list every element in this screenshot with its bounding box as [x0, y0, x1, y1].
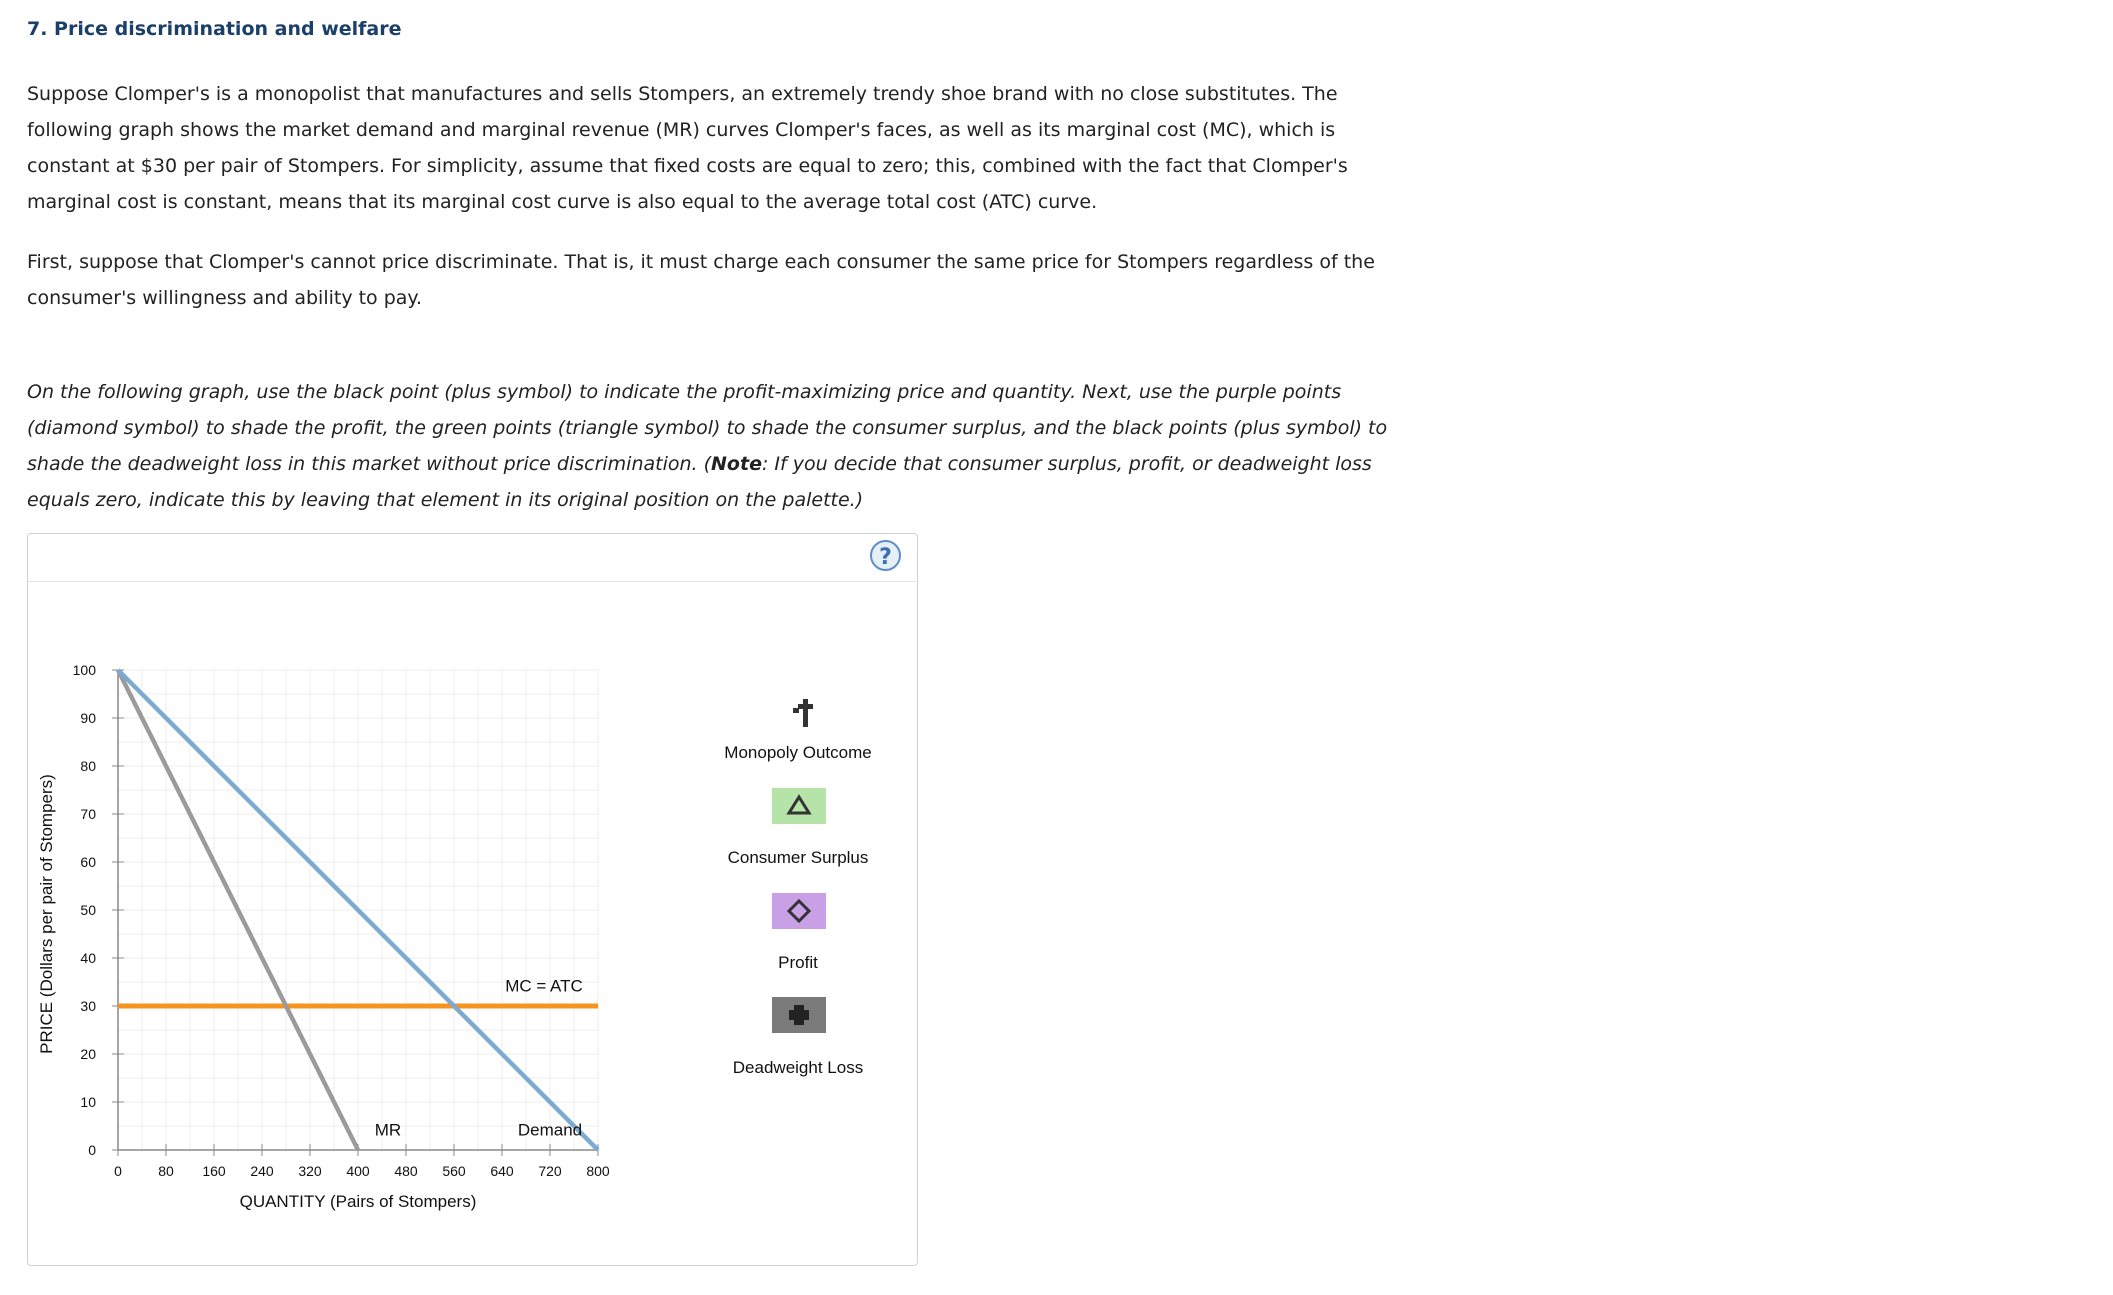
x-tick-label: 560: [442, 1163, 466, 1179]
profit-label: Profit: [778, 953, 818, 972]
mr-label: MR: [374, 1120, 402, 1140]
question-paragraph-intro: Suppose Clomper's is a monopolist that manufactures and sells Stompers, an extremely trendy shoe brand with no close substitutes. The following graph shows the market demand and marginal revenue (MR) curves Clomper's faces, as well as its marginal cost (MC), which is constant at $30 per pair of Stompers. For simplicity, assume that fixed costs are equal to zero; this, combined with the fact that Clomper's marginal cost is constant, means that its marginal cost curve is also equal to the average total cost (ATC) curve.: [27, 83, 1348, 213]
deadweight-loss-label: Deadweight Loss: [732, 1058, 864, 1077]
y-tick-label: 80: [80, 758, 96, 774]
chart-axes: [112, 670, 598, 1156]
consumer-surplus-label: Consumer Surplus: [727, 848, 869, 867]
instructions-note-text: : If you decide that consumer surplus, profit, or deadweight loss equals zero, indicate this by leaving that element in its original position on the palette.): [27, 453, 1372, 511]
consumer-surplus-tool[interactable]: [772, 788, 826, 824]
x-tick-label: 720: [538, 1163, 562, 1179]
x-tick-label: 80: [158, 1163, 174, 1179]
x-tick-label: 800: [586, 1163, 610, 1179]
y-tick-label: 50: [80, 902, 96, 918]
deadweight-loss-tool[interactable]: [772, 997, 826, 1033]
y-tick-label: 70: [80, 806, 96, 822]
profit-tool[interactable]: [772, 893, 826, 929]
graph-panel: [27, 533, 918, 1266]
x-tick-label: 0: [114, 1163, 122, 1179]
help-button[interactable]: ?: [870, 540, 901, 571]
instructions-text: On the following graph, use the black point (plus symbol) to indicate the profit-maximizing price and quantity. Next, use the purple points (diamond symbol) to shade the profit, the green points (triangle symbol) to shade the consumer surplus, and the black points (plus symbol) to shade the deadweight loss in this market without price discrimination. (: [27, 381, 1388, 475]
x-tick-label: 320: [298, 1163, 322, 1179]
y-tick-label: 10: [80, 1094, 96, 1110]
y-tick-label: 20: [80, 1046, 96, 1062]
chart[interactable]: [28, 534, 668, 1254]
diamond-icon: [772, 893, 826, 929]
x-tick-label: 640: [490, 1163, 514, 1179]
monopoly-outcome-label: Monopoly Outcome: [724, 743, 872, 762]
triangle-icon: [772, 788, 826, 824]
question-paragraph-assumption: First, suppose that Clomper's cannot price discriminate. That is, it must charge each consumer the same price for Stompers regardless of the consumer's willingness and ability to pay.: [27, 251, 1375, 309]
y-tick-label: 60: [80, 854, 96, 870]
note-label: Note: [711, 453, 762, 475]
x-axis-label: QUANTITY (Pairs of Stompers): [239, 1192, 477, 1211]
mc-atc-label: MC = ATC: [505, 976, 583, 996]
question-paragraph-instructions: [27, 374, 1407, 518]
plus-point-icon: [772, 694, 826, 730]
y-tick-label: 90: [80, 710, 96, 726]
question-title: 7. Price discrimination and welfare: [27, 18, 402, 40]
y-tick-label: 40: [80, 950, 96, 966]
monopoly-outcome-tool[interactable]: [772, 694, 826, 730]
x-tick-label: 400: [346, 1163, 370, 1179]
x-tick-label: 240: [250, 1163, 274, 1179]
y-axis-label: PRICE (Dollars per pair of Stompers): [37, 774, 56, 1054]
plus-icon: [772, 997, 826, 1033]
demand-label: Demand: [517, 1120, 583, 1140]
x-tick-label: 160: [202, 1163, 226, 1179]
y-tick-label: 0: [88, 1142, 96, 1158]
x-tick-label: 480: [394, 1163, 418, 1179]
y-tick-label: 30: [80, 998, 96, 1014]
y-tick-label: 100: [72, 662, 96, 678]
